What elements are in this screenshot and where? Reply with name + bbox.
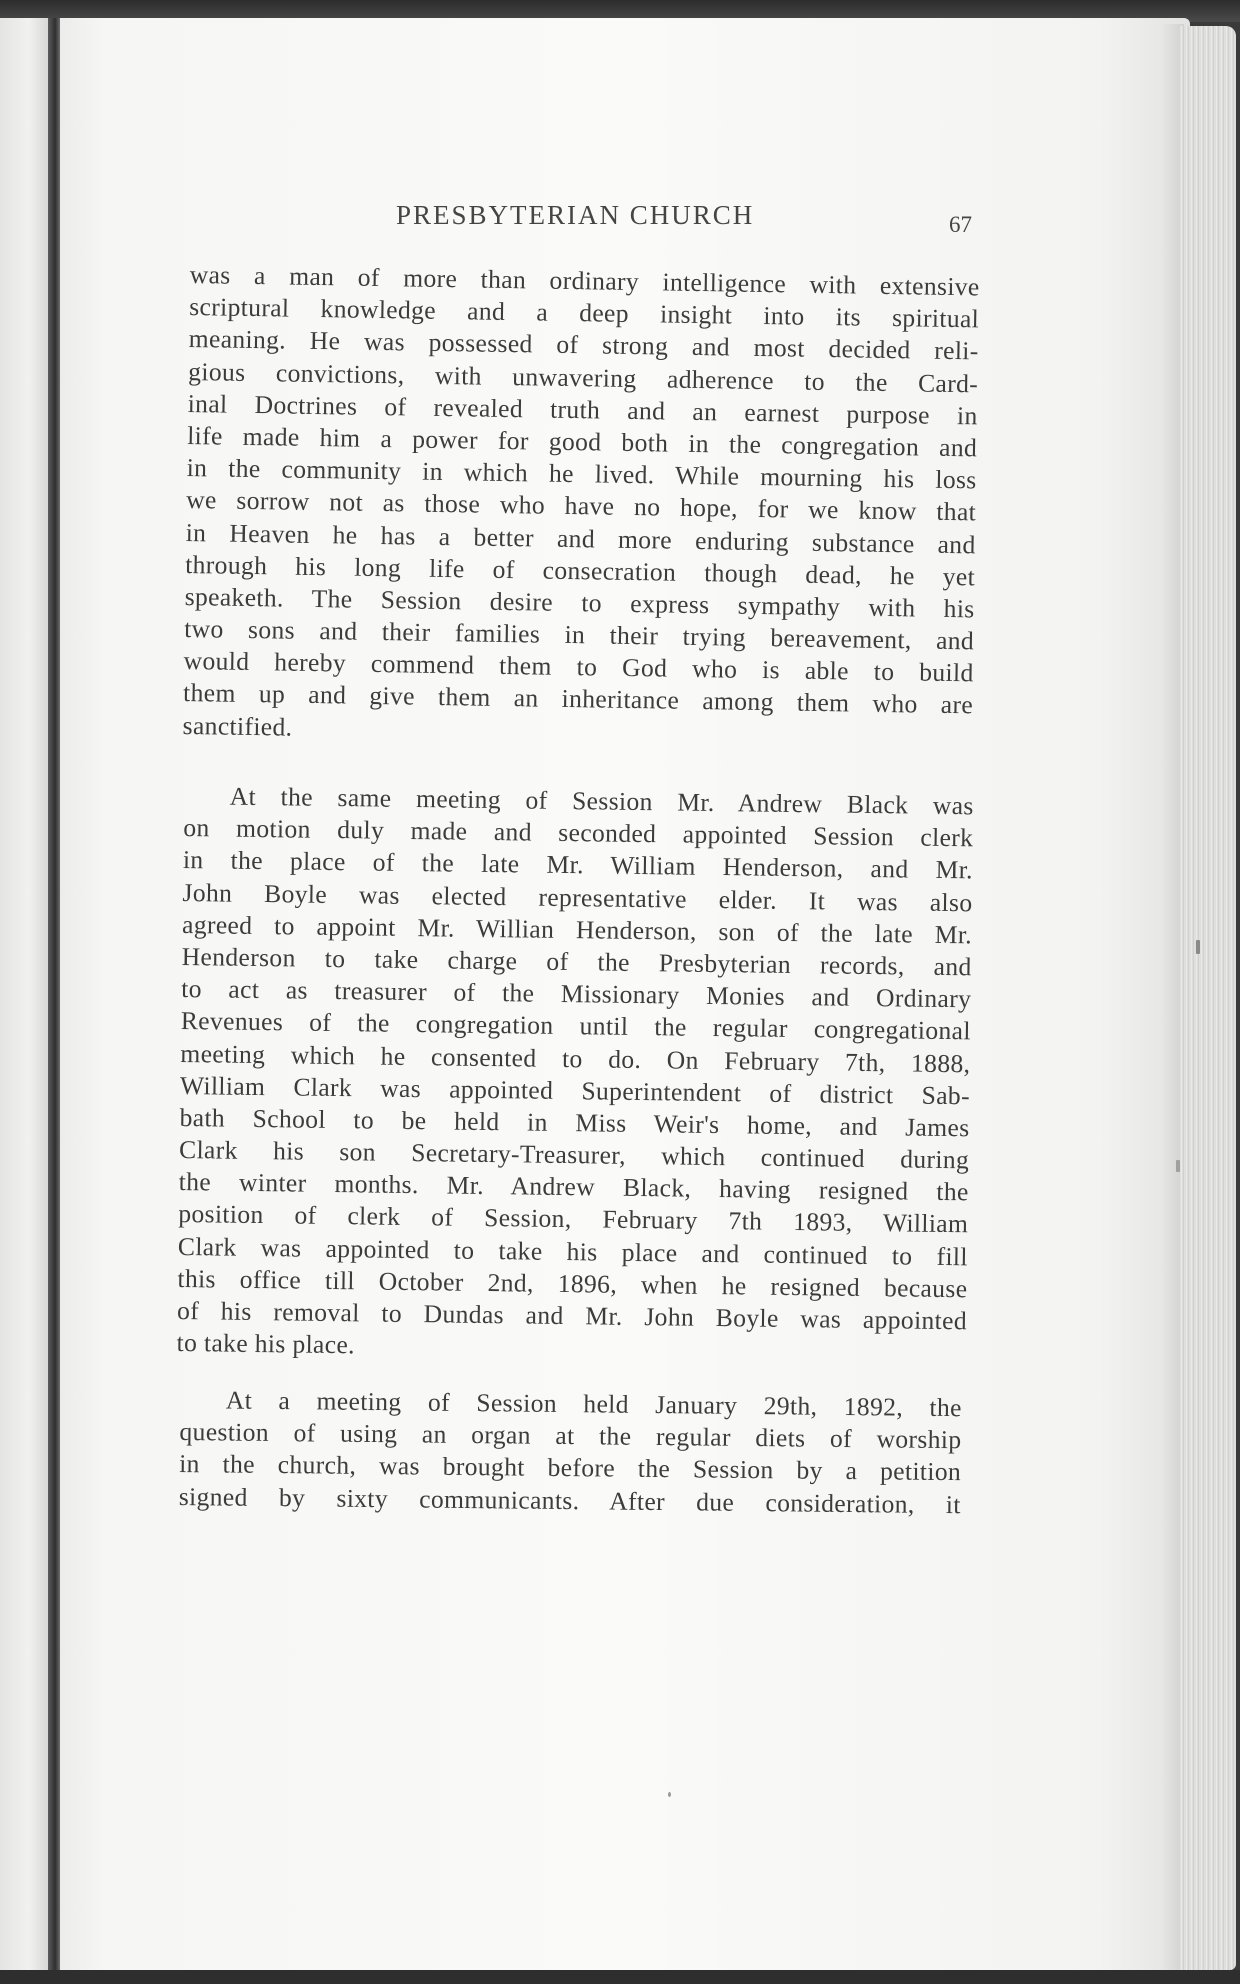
text-line: this office till October 2nd, 1896, when he resigned because (177, 1263, 968, 1304)
text-line: meeting which he consented to do. On February 7th, 1888, (180, 1038, 971, 1078)
text-line: in Heaven he has a better and more enduring substance and (185, 517, 976, 559)
text-line: of his removal to Dundas and Mr. John Boyle was appointed (176, 1295, 968, 1336)
text-line: on motion duly made and seconded appointed Session clerk (183, 813, 974, 853)
paragraph-1 (182, 259, 979, 754)
text-line: agreed to appoint Mr. Willian Henderson, son of the late Mr. (181, 909, 973, 950)
page-edges-stack (1180, 26, 1236, 1970)
text-line: we sorrow not as those who have no hope, for we know that (185, 485, 977, 527)
text-line: At a meeting of Session held January 29th, 1892, the (225, 1385, 962, 1423)
paper-speck (668, 1792, 671, 1797)
text-line: them up and give them an inheritance among them who are (182, 678, 974, 720)
paper-speck (1196, 940, 1200, 954)
text-line: scriptural knowledge and a deep insight into its spiritual (189, 292, 980, 334)
book-gutter (48, 18, 60, 1978)
text-line: the winter months. Mr. Andrew Black, having resigned the (178, 1167, 969, 1207)
text-line: in the place of the late Mr. William Henderson, and Mr. (182, 845, 974, 885)
text-line: Clark was appointed to take his place and continued to fill (177, 1231, 969, 1271)
text-line: in the community in which he lived. While mourning his loss (186, 453, 977, 495)
paragraph-2 (176, 780, 974, 1370)
text-line: William Clark was appointed Superintendent of district Sab- (179, 1070, 971, 1111)
text-line: to take his place. (176, 1328, 356, 1360)
running-head: PRESBYTERIAN CHURCH (396, 200, 755, 230)
text-line: At the same meeting of Session Mr. Andrew Black was (229, 781, 974, 821)
paper-speck (1176, 1160, 1180, 1172)
text-line: in the church, was brought before the Session by a petition (179, 1449, 962, 1487)
text-line: meaning. He was possessed of strong and most decided reli- (188, 324, 979, 366)
text-line: two sons and their families in their trying bereavement, and (183, 614, 975, 656)
paragraph-3 (179, 1384, 962, 1521)
scanner-border-bottom (0, 1970, 1240, 1984)
text-line: signed by sixty communicants. After due consideration, it (178, 1481, 961, 1519)
text-line: gious convictions, with unwavering adherence to the Card- (188, 356, 979, 398)
text-line: speaketh. The Session desire to express sympathy with his (184, 581, 975, 624)
text-line: to act as treasurer of the Missionary Monies and Ordinary (181, 974, 972, 1014)
text-line: was a man of more than ordinary intelligence with extensive (189, 259, 980, 302)
text-line: Henderson to take charge of the Presbyterian records, and (181, 941, 972, 982)
text-line: question of using an organ at the regular diets of worship (179, 1417, 962, 1455)
text-line: Clark his son Secretary-Treasurer, which continued during (178, 1135, 970, 1175)
text-line: John Boyle was elected representative elder. It was also (182, 877, 973, 917)
text-line: life made him a power for good both in the congregation and (187, 420, 978, 463)
text-line: bath School to be held in Miss Weir's home, and James (179, 1102, 970, 1143)
text-line: Revenues of the congregation until the regular congregational (180, 1006, 971, 1046)
text-line: sanctified. (182, 710, 293, 742)
page-number: 67 (949, 212, 972, 237)
text-line: position of clerk of Session, February 7th 1893, William (178, 1199, 969, 1239)
facing-page-edge (0, 18, 48, 1978)
text-line: through his long life of consecration though dead, he yet (184, 549, 976, 592)
text-line: would hereby commend them to God who is able to build (183, 646, 974, 688)
text-line: inal Doctrines of revealed truth and an earnest purpose in (187, 388, 978, 431)
